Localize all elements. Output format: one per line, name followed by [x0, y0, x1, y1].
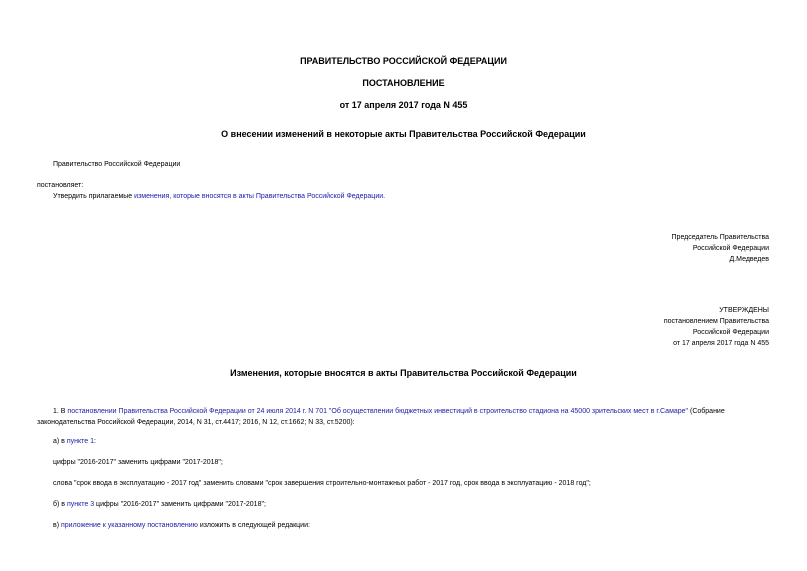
approve-suffix: .	[383, 193, 386, 200]
change-item-1	[37, 406, 770, 428]
subitem-b-prefix: б) в	[53, 501, 67, 508]
signature-position: Председатель Правительства	[671, 234, 769, 241]
digits-replacement-line: цифры "2016-2017" заменить цифрами "2017-2018";	[53, 459, 223, 466]
subitem-c-suffix: изложить в следующей редакции:	[197, 522, 310, 529]
approved-label: УТВЕРЖДЕНЫ	[719, 307, 769, 314]
subitem-a	[53, 438, 96, 446]
signature-name: Д.Медведев	[729, 256, 769, 263]
item1-prefix: 1. В	[53, 408, 68, 415]
appendix-link[interactable]: приложение к указанному постановлению	[61, 522, 198, 529]
resolution-701-link[interactable]: постановлении Правительства Российской Федерации от 24 июля 2014 г. N 701 "Об осуществлении бюджетных инвестиций в строительство стадиона на 45000 зрительских мест в г.Самаре"	[67, 408, 689, 415]
subitem-b-suffix: цифры "2016-2017" заменить цифрами "2017-2018";	[94, 501, 266, 508]
subitem-c	[53, 522, 310, 530]
approve-paragraph	[53, 193, 385, 201]
changes-title: Изменения, которые вносятся в акты Правительства Российской Федерации	[230, 368, 577, 378]
approve-changes-link[interactable]: изменения, которые вносятся в акты Правительства Российской Федерации	[134, 193, 384, 200]
signature-organization: Российской Федерации	[692, 245, 769, 252]
approve-prefix: Утвердить прилагаемые	[53, 193, 135, 200]
document-date-number: от 17 апреля 2017 года N 455	[339, 100, 468, 110]
subitem-c-prefix: в)	[53, 522, 61, 529]
decides-line: постановляет:	[37, 182, 84, 189]
government-line: Правительство Российской Федерации	[53, 161, 181, 168]
point-1-link[interactable]: пункте 1	[66, 438, 94, 445]
subitem-a-prefix: а) в	[53, 438, 67, 445]
approved-date-number: от 17 апреля 2017 года N 455	[673, 340, 769, 347]
subitem-b	[53, 501, 266, 509]
subitem-a-suffix: :	[94, 438, 96, 445]
government-heading: ПРАВИТЕЛЬСТВО РОССИЙСКОЙ ФЕДЕРАЦИИ	[300, 56, 507, 66]
approved-organization: Российской Федерации	[692, 329, 769, 336]
point-3-link[interactable]: пункте 3	[66, 501, 95, 508]
item1-suffix: (Собрание законодательства Российской Федерации, 2014, N 31, ст.4417; 2016, N 12, ст.1662; N 33, ст.5200):	[37, 408, 725, 426]
document-title: О внесении изменений в некоторые акты Правительства Российской Федерации	[221, 129, 586, 139]
approved-by-resolution: постановлением Правительства	[663, 318, 769, 325]
document-type: ПОСТАНОВЛЕНИЕ	[362, 78, 445, 88]
words-replacement-line: слова "срок ввода в эксплуатацию - 2017 год" заменить словами "срок завершения строительно-монтажных работ - 2017 год, срок ввода в эксплуатацию - 2018 год";	[53, 480, 591, 487]
